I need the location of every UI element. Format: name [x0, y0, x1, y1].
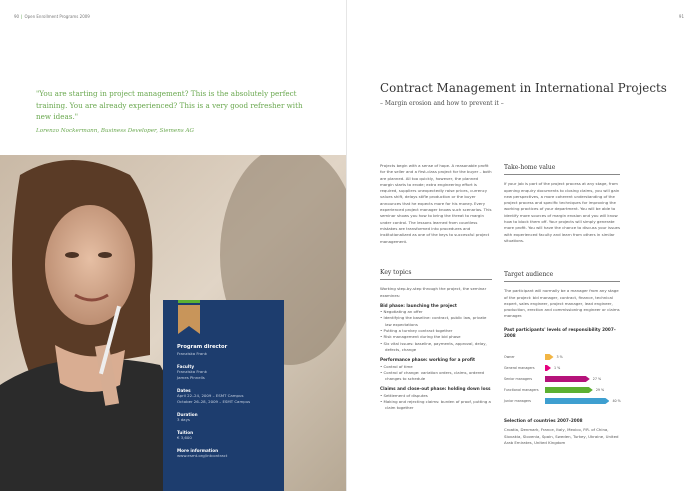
- left-page-header: 90 | Open Enrollment Programs 2009: [14, 14, 90, 19]
- list-item: • Negotiating an offer: [380, 309, 423, 315]
- chart-value-label: 1 %: [554, 366, 561, 370]
- chart-bar-row: [504, 365, 624, 376]
- chart-bar-row: [504, 354, 624, 365]
- intro-paragraph: Projects begin with a sense of hope. A reasonable profit for the seller and a first-class project for the buyer – both are planned. All too quickly, however, the planned margin starts to erode; extra engineering effort is required, suppliers unexpectedly raise prices, currency values shift, delays stifle production or the buyer announces that he expects more for his money. Every experienced project manager knows such scenarios. This seminar shows you how to bring the threat to margin under control. The lessons learned from countless mistakes are transformed into procedures and institutionalized as one of the keys to successful project management.: [380, 163, 492, 244]
- right-page-number: 91: [678, 14, 684, 19]
- program-director-label: Program director: [177, 344, 228, 350]
- list-item: • Control of change: variation orders, claims, ordered changes to schedule: [380, 369, 485, 382]
- chart-bar-row: [504, 376, 624, 387]
- list-item: • Control of time: [380, 363, 413, 369]
- chart-category-label: General managers: [504, 366, 535, 370]
- list-item: • Identifying the baseline: contract, public law, private law expectations: [380, 315, 487, 327]
- more-info-link[interactable]: www.esmt.org/intcontract: [177, 453, 228, 458]
- phase-list: [380, 364, 492, 383]
- audience-heading: Target audience: [504, 272, 620, 282]
- takehome-section: [504, 165, 620, 244]
- program-director-name: Franziska Frank: [177, 351, 208, 356]
- chart-bar: [545, 376, 590, 382]
- list-item: • Six vital issues: baseline, payments, approval, delay, defects, change: [380, 340, 487, 352]
- chart-bar-row: [504, 387, 624, 398]
- chart-category-label: Junior managers: [504, 399, 532, 403]
- key-topics-intro: Working step-by-step through the project, the seminar examines:: [380, 286, 487, 298]
- responsibility-heading: Past participants' levels of responsibility 2007–2008: [504, 326, 616, 339]
- chart-category-label: Senior managers: [504, 377, 533, 381]
- chart-bar: [545, 365, 551, 371]
- key-topics-heading: Key topics: [380, 270, 492, 280]
- takehome-heading: Take-home value: [504, 165, 620, 175]
- page-subtitle: – Margin erosion and how to prevent it –: [380, 100, 504, 107]
- right-page: [347, 0, 694, 491]
- phase-list: [380, 309, 492, 353]
- audience-section: [504, 272, 620, 339]
- chart-category-label: Functional managers: [504, 388, 539, 392]
- tuition-label: Tuition: [177, 430, 194, 435]
- tuition-value: € 3,600: [177, 435, 192, 440]
- chart-category-label: Owner: [504, 355, 515, 359]
- date-entry: October 26–28, 2009 – ESMT Campus: [177, 399, 251, 404]
- faculty-label: Faculty: [177, 364, 195, 369]
- chart-value-label: 27 %: [592, 377, 602, 381]
- countries-list: Croatia, Denmark, France, Italy, Mexico, P.R. of China, Slovakia, Slovenia, Spain, Sweden, Turkey, Ukraine, United Arab Emirates, United Kingdom: [504, 427, 619, 445]
- duration-label: Duration: [177, 412, 198, 417]
- chart-bar-row: [504, 398, 624, 409]
- phase-title: Claims and close-out phase: holding down loss: [380, 386, 491, 392]
- chart-value-label: 3 %: [556, 355, 563, 359]
- chart-value-label: 29 %: [595, 388, 605, 392]
- list-item: • Putting a turnkey contract together: [380, 328, 453, 334]
- responsibility-chart: [504, 354, 624, 409]
- phase-title: Bid phase: launching the project: [380, 302, 457, 308]
- program-badge-icon: [178, 300, 200, 334]
- quote-author: Lorenzo Nockermann, Business Developer, Siemens AG: [36, 128, 194, 134]
- more-info-label: More information: [177, 448, 219, 453]
- phase-list: [380, 393, 492, 412]
- left-page-header-text: Open Enrollment Programs 2009: [24, 14, 90, 19]
- list-item: • Settlement of disputes: [380, 392, 428, 398]
- countries-heading: Selection of countries 2007–2008: [504, 418, 583, 423]
- faculty-member: Franziska Frank: [177, 369, 208, 374]
- takehome-text: If your job is part of the project process at any stage, from opening enquiry documents to closing claims, you will gain new perspectives, a more coherent understanding of the project process and specific techniques for improving the working practices of your department. You will be able to identify more sources of margin erosion and you will know how to block them off. Your projects will simply generate more profit. You will have the chance to discuss your issues with experienced faculty and learn from others in similar situations.: [504, 181, 620, 243]
- chart-bar: [545, 354, 554, 360]
- chart-bar: [545, 387, 593, 393]
- faculty-member: James Pinnells: [177, 375, 205, 380]
- testimonial-quote: "You are starting in project management? This is the absolutely perfect training. You are already experienced? This is a very good refresher with new ideas.": [36, 89, 303, 121]
- date-entry: April 22–24, 2009 – ESMT Campus: [177, 393, 244, 398]
- page-title: Contract Management in International Projects: [380, 81, 667, 95]
- audience-text: The participant will normally be a manager from any stage of the project: bid manager, contract, finance, technical expert, sales engineer, project manager, lead engineer, production, erection and commissioning engineer or claims manager.: [504, 288, 620, 319]
- phase-title: Performance phase: working for a profit: [380, 357, 475, 363]
- list-item: • Risk management during the bid phase: [380, 334, 461, 340]
- countries-section: [504, 414, 620, 446]
- chart-value-label: 40 %: [612, 399, 621, 403]
- list-item: • Making and rejecting claims: burden of proof, putting a claim together: [380, 399, 491, 411]
- chart-bar: [545, 398, 609, 404]
- left-page-number: 90: [14, 14, 20, 19]
- dates-label: Dates: [177, 388, 191, 393]
- key-topics-section: [380, 270, 492, 412]
- duration-value: 3 days: [177, 417, 190, 422]
